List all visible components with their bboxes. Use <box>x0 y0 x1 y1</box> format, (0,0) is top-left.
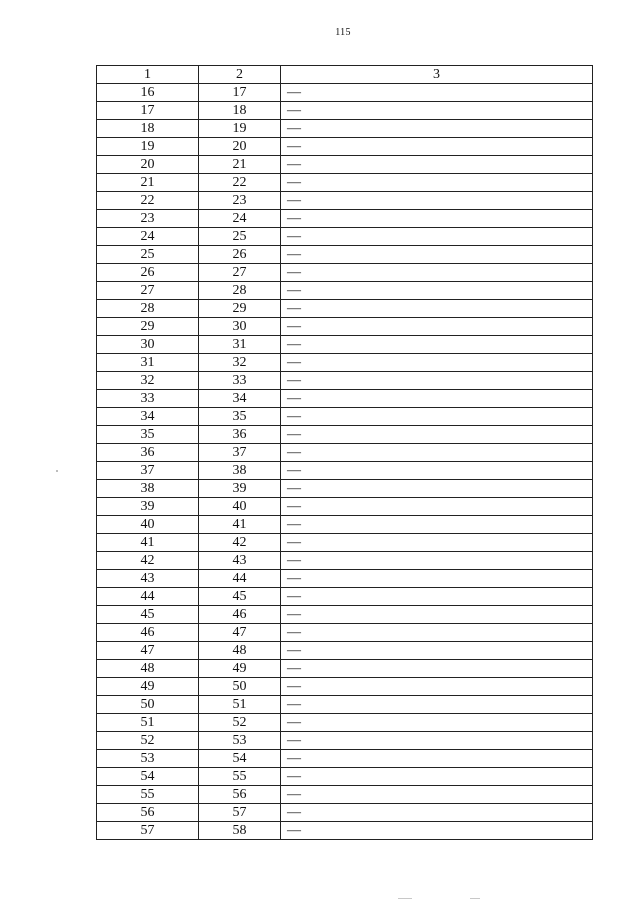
table-row <box>97 210 593 228</box>
table-cell-col-2: 55 <box>199 768 281 786</box>
table-cell-col-2: 39 <box>199 480 281 498</box>
table-cell-col-2: 35 <box>199 408 281 426</box>
table-cell-col-3: — <box>281 426 593 444</box>
table-cell-col-1: 49 <box>97 678 199 696</box>
table-cell-col-3: — <box>281 408 593 426</box>
table-row <box>97 570 593 588</box>
table-cell-col-1: 38 <box>97 480 199 498</box>
table-cell-col-3: — <box>281 462 593 480</box>
table-cell-col-1: 17 <box>97 102 199 120</box>
table-row <box>97 534 593 552</box>
table-cell-col-2: 56 <box>199 786 281 804</box>
table-cell-col-3: — <box>281 318 593 336</box>
table-cell-col-1: 23 <box>97 210 199 228</box>
table-cell-col-2: 57 <box>199 804 281 822</box>
table-cell-col-1: 27 <box>97 282 199 300</box>
table-row <box>97 390 593 408</box>
column-header-1: 1 <box>97 66 199 84</box>
table-body <box>97 84 593 840</box>
table-cell-col-1: 55 <box>97 786 199 804</box>
table-cell-col-2: 43 <box>199 552 281 570</box>
table-cell-col-1: 51 <box>97 714 199 732</box>
table-cell-col-3: — <box>281 804 593 822</box>
table-cell-col-3: — <box>281 732 593 750</box>
column-header-3: 3 <box>281 66 593 84</box>
table-cell-col-1: 50 <box>97 696 199 714</box>
table-cell-col-1: 47 <box>97 642 199 660</box>
table-cell-col-2: 22 <box>199 174 281 192</box>
table-row <box>97 264 593 282</box>
table-row <box>97 480 593 498</box>
table-row <box>97 804 593 822</box>
table-cell-col-2: 47 <box>199 624 281 642</box>
table-cell-col-2: 51 <box>199 696 281 714</box>
table-cell-col-1: 18 <box>97 120 199 138</box>
table-cell-col-3: — <box>281 552 593 570</box>
table-cell-col-3: — <box>281 84 593 102</box>
table-row <box>97 444 593 462</box>
table-cell-col-1: 31 <box>97 354 199 372</box>
table-row <box>97 552 593 570</box>
table-row <box>97 408 593 426</box>
table-cell-col-2: 31 <box>199 336 281 354</box>
table-cell-col-1: 28 <box>97 300 199 318</box>
table-cell-col-1: 22 <box>97 192 199 210</box>
table-cell-col-1: 42 <box>97 552 199 570</box>
table-row <box>97 120 593 138</box>
table-cell-col-1: 41 <box>97 534 199 552</box>
table-cell-col-1: 45 <box>97 606 199 624</box>
table-cell-col-3: — <box>281 696 593 714</box>
table-cell-col-3: — <box>281 228 593 246</box>
table-cell-col-3: — <box>281 588 593 606</box>
table-cell-col-2: 29 <box>199 300 281 318</box>
table-cell-col-2: 27 <box>199 264 281 282</box>
table-cell-col-3: — <box>281 534 593 552</box>
table-cell-col-3: — <box>281 300 593 318</box>
table-cell-col-3: — <box>281 246 593 264</box>
table-cell-col-2: 52 <box>199 714 281 732</box>
table-cell-col-3: — <box>281 750 593 768</box>
table-cell-col-2: 37 <box>199 444 281 462</box>
table-cell-col-3: — <box>281 660 593 678</box>
table-cell-col-3: — <box>281 570 593 588</box>
scan-artifact-line <box>470 898 480 899</box>
table-cell-col-3: — <box>281 714 593 732</box>
table-cell-col-2: 49 <box>199 660 281 678</box>
table-row <box>97 372 593 390</box>
table-cell-col-3: — <box>281 678 593 696</box>
table-row <box>97 246 593 264</box>
table-cell-col-1: 33 <box>97 390 199 408</box>
table-cell-col-1: 29 <box>97 318 199 336</box>
table-row <box>97 336 593 354</box>
table-row <box>97 678 593 696</box>
table-cell-col-2: 20 <box>199 138 281 156</box>
table-row <box>97 822 593 840</box>
table-cell-col-1: 16 <box>97 84 199 102</box>
column-header-2: 2 <box>199 66 281 84</box>
scan-artifact-dot <box>56 470 58 472</box>
table-row <box>97 462 593 480</box>
table-cell-col-3: — <box>281 174 593 192</box>
table-cell-col-3: — <box>281 822 593 840</box>
data-table <box>96 65 593 840</box>
table-cell-col-3: — <box>281 336 593 354</box>
table-cell-col-2: 24 <box>199 210 281 228</box>
page-number: 115 <box>335 27 351 38</box>
table-cell-col-2: 40 <box>199 498 281 516</box>
table-row <box>97 228 593 246</box>
table-row <box>97 606 593 624</box>
table-row <box>97 426 593 444</box>
table-header-row <box>97 66 593 84</box>
table-cell-col-1: 56 <box>97 804 199 822</box>
table-cell-col-1: 24 <box>97 228 199 246</box>
table-cell-col-1: 25 <box>97 246 199 264</box>
table-cell-col-3: — <box>281 102 593 120</box>
table-cell-col-1: 57 <box>97 822 199 840</box>
table-row <box>97 174 593 192</box>
table-cell-col-2: 58 <box>199 822 281 840</box>
table-row <box>97 318 593 336</box>
table-cell-col-3: — <box>281 138 593 156</box>
table-cell-col-2: 25 <box>199 228 281 246</box>
table-cell-col-3: — <box>281 282 593 300</box>
table-cell-col-2: 28 <box>199 282 281 300</box>
table-cell-col-2: 36 <box>199 426 281 444</box>
table-cell-col-1: 21 <box>97 174 199 192</box>
table-row <box>97 300 593 318</box>
table-cell-col-1: 20 <box>97 156 199 174</box>
table-cell-col-3: — <box>281 390 593 408</box>
table-cell-col-1: 52 <box>97 732 199 750</box>
table-row <box>97 660 593 678</box>
table-row <box>97 588 593 606</box>
table-row <box>97 786 593 804</box>
table-row <box>97 642 593 660</box>
table-cell-col-2: 26 <box>199 246 281 264</box>
table-row <box>97 192 593 210</box>
table-cell-col-2: 45 <box>199 588 281 606</box>
table-row <box>97 138 593 156</box>
table-cell-col-1: 35 <box>97 426 199 444</box>
table-cell-col-1: 54 <box>97 768 199 786</box>
table-cell-col-3: — <box>281 210 593 228</box>
table-header <box>97 66 593 84</box>
table-cell-col-1: 44 <box>97 588 199 606</box>
table-cell-col-3: — <box>281 264 593 282</box>
table-cell-col-1: 36 <box>97 444 199 462</box>
table-cell-col-2: 50 <box>199 678 281 696</box>
table-cell-col-1: 26 <box>97 264 199 282</box>
table-cell-col-3: — <box>281 498 593 516</box>
table-cell-col-1: 48 <box>97 660 199 678</box>
table-cell-col-1: 19 <box>97 138 199 156</box>
table-cell-col-3: — <box>281 606 593 624</box>
table-row <box>97 624 593 642</box>
table-cell-col-3: — <box>281 642 593 660</box>
table-cell-col-3: — <box>281 192 593 210</box>
table-cell-col-1: 32 <box>97 372 199 390</box>
table-row <box>97 732 593 750</box>
table-cell-col-3: — <box>281 624 593 642</box>
table-cell-col-2: 46 <box>199 606 281 624</box>
table-cell-col-2: 33 <box>199 372 281 390</box>
table-cell-col-2: 21 <box>199 156 281 174</box>
table-cell-col-1: 37 <box>97 462 199 480</box>
table-row <box>97 768 593 786</box>
table-cell-col-3: — <box>281 156 593 174</box>
table-cell-col-1: 39 <box>97 498 199 516</box>
table-cell-col-1: 46 <box>97 624 199 642</box>
table-cell-col-1: 40 <box>97 516 199 534</box>
table-cell-col-1: 43 <box>97 570 199 588</box>
table-cell-col-1: 34 <box>97 408 199 426</box>
table-row <box>97 516 593 534</box>
table-cell-col-3: — <box>281 480 593 498</box>
table-cell-col-2: 41 <box>199 516 281 534</box>
table-cell-col-3: — <box>281 516 593 534</box>
table-cell-col-1: 53 <box>97 750 199 768</box>
table-row <box>97 282 593 300</box>
table-cell-col-3: — <box>281 786 593 804</box>
table-cell-col-2: 19 <box>199 120 281 138</box>
table-cell-col-3: — <box>281 768 593 786</box>
table-cell-col-2: 34 <box>199 390 281 408</box>
table-row <box>97 354 593 372</box>
table-cell-col-2: 17 <box>199 84 281 102</box>
table-row <box>97 750 593 768</box>
table-cell-col-2: 54 <box>199 750 281 768</box>
table-cell-col-3: — <box>281 120 593 138</box>
table-row <box>97 696 593 714</box>
table-cell-col-2: 53 <box>199 732 281 750</box>
table-cell-col-1: 30 <box>97 336 199 354</box>
table-cell-col-2: 38 <box>199 462 281 480</box>
table-cell-col-3: — <box>281 444 593 462</box>
table-row <box>97 84 593 102</box>
table-cell-col-2: 42 <box>199 534 281 552</box>
table-cell-col-2: 48 <box>199 642 281 660</box>
table-cell-col-2: 44 <box>199 570 281 588</box>
table-cell-col-2: 23 <box>199 192 281 210</box>
table-row <box>97 714 593 732</box>
table-row <box>97 102 593 120</box>
table-row <box>97 156 593 174</box>
table-cell-col-3: — <box>281 354 593 372</box>
table-cell-col-2: 30 <box>199 318 281 336</box>
table-cell-col-2: 18 <box>199 102 281 120</box>
scan-artifact-line <box>398 898 412 899</box>
table-row <box>97 498 593 516</box>
table-cell-col-3: — <box>281 372 593 390</box>
table-cell-col-2: 32 <box>199 354 281 372</box>
